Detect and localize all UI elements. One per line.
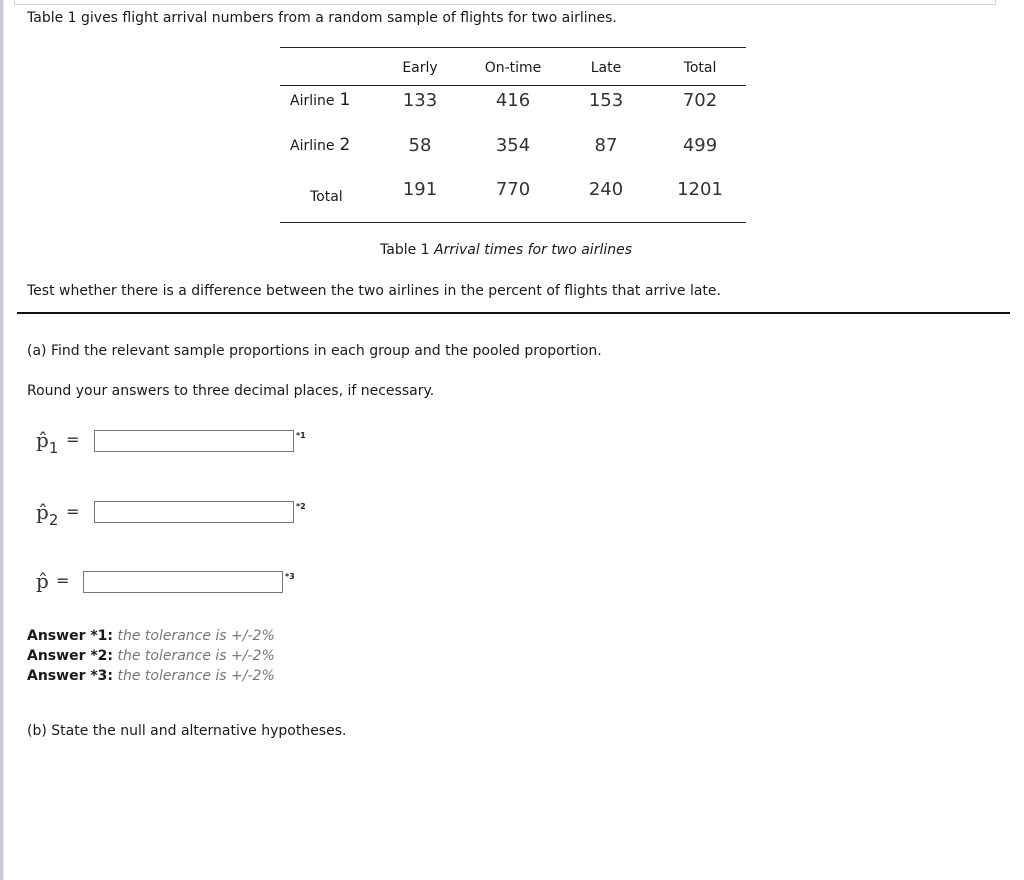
cell-airline1-total: 702 [682, 90, 718, 111]
col-header-early: Early [402, 60, 438, 76]
arrival-table [280, 47, 746, 223]
equals-sign: = [56, 571, 70, 590]
p-hat-subscript: 1 [48, 439, 59, 457]
cell-total-on-time: 770 [495, 179, 531, 200]
cell-total-late: 240 [588, 179, 624, 200]
answer-marker-3: *3 [285, 572, 295, 581]
rounding-instruction: Round your answers to three decimal places, if necessary. [27, 383, 435, 399]
answer-marker-2: *2 [296, 502, 306, 511]
answer-label: Answer *1: [27, 628, 114, 644]
answer-note: the tolerance is +/-2% [117, 668, 275, 684]
answer-marker-1: *1 [296, 431, 306, 440]
intro-text: Table 1 gives flight arrival numbers from a random sample of flights for two airlines. [27, 10, 617, 26]
equals-sign: = [66, 430, 80, 449]
cell-airline1-early: 133 [402, 90, 438, 111]
answer-tolerance-1 [27, 628, 275, 644]
caption-prefix: Table 1 [380, 242, 430, 258]
part-a-prompt: (a) Find the relevant sample proportions in each group and the pooled proportion. [27, 343, 602, 359]
row-label-text: Airline [290, 93, 335, 109]
p-hat-2-label [36, 500, 58, 529]
top-frame-edge [14, 0, 996, 5]
row-label-total: Total [310, 189, 343, 205]
pooled-p-hat-label: p̂ [36, 569, 49, 593]
cell-airline2-late: 87 [594, 135, 618, 156]
p-hat-symbol: p̂ [36, 500, 49, 524]
test-instruction: Test whether there is a difference between the two airlines in the percent of flights that arrive late. [27, 283, 721, 299]
row-index: 1 [339, 90, 351, 110]
section-divider [17, 312, 1010, 314]
pooled-p-hat-input[interactable] [83, 571, 283, 593]
row-index: 2 [339, 135, 351, 155]
row-label-text: Airline [290, 138, 335, 154]
cell-airline1-on-time: 416 [495, 90, 531, 111]
col-header-late: Late [590, 60, 622, 76]
answer-label: Answer *3: [27, 668, 114, 684]
part-b-prompt: (b) State the null and alternative hypotheses. [27, 723, 347, 739]
answer-note: the tolerance is +/-2% [117, 648, 275, 664]
col-header-total: Total [683, 60, 717, 76]
caption-title: Arrival times for two airlines [434, 242, 633, 258]
p-hat-2-input[interactable] [94, 501, 294, 523]
left-window-edge [0, 0, 4, 880]
answer-tolerance-2 [27, 648, 275, 664]
answer-note: the tolerance is +/-2% [117, 628, 275, 644]
answer-tolerance-3 [27, 668, 275, 684]
row-label-airline-1 [290, 90, 350, 110]
table-header-rule [280, 85, 746, 86]
table-caption [380, 242, 632, 258]
equals-sign: = [66, 502, 80, 521]
cell-total-total: 1201 [677, 179, 723, 200]
answer-label: Answer *2: [27, 648, 114, 664]
p-hat-1-input[interactable] [94, 430, 294, 452]
row-label-airline-2 [290, 135, 350, 155]
col-header-on-time: On-time [484, 60, 542, 76]
p-hat-subscript: 2 [48, 511, 59, 529]
cell-airline2-on-time: 354 [495, 135, 531, 156]
cell-total-early: 191 [402, 179, 438, 200]
p-hat-symbol: p̂ [36, 428, 49, 452]
cell-airline2-total: 499 [682, 135, 718, 156]
p-hat-1-label [36, 428, 58, 457]
cell-airline2-early: 58 [408, 135, 432, 156]
cell-airline1-late: 153 [588, 90, 624, 111]
